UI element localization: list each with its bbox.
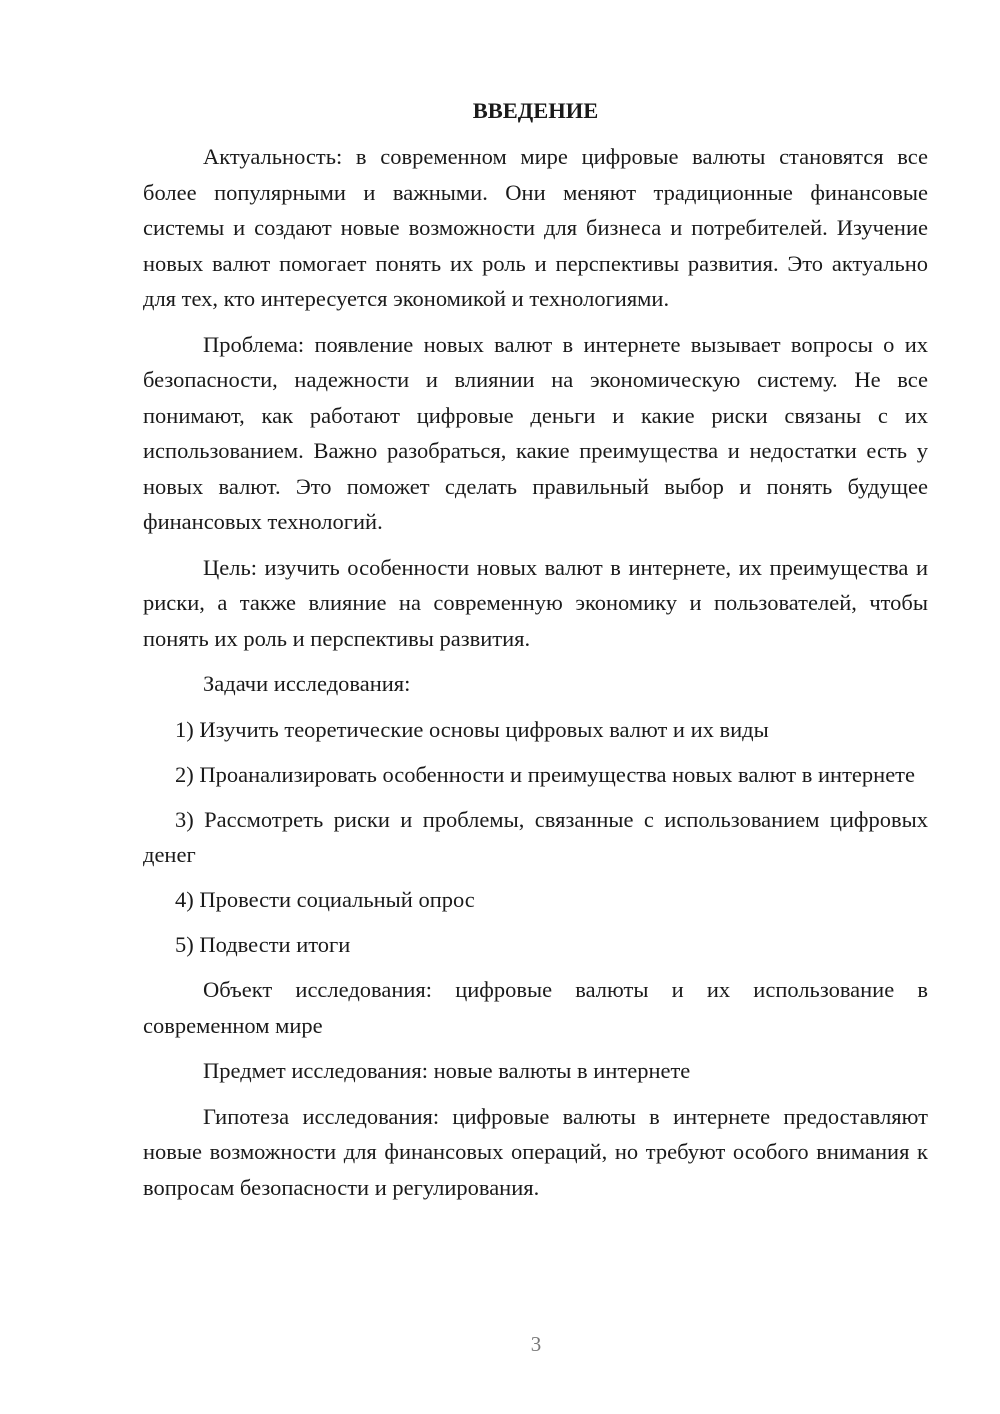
goal-paragraph: Цель: изучить особенности новых валют в интернете, их преимущества и риски, а также влияние на современную экономику и пользователей, чтобы понять их роль и перспективы развития. [143,554,928,651]
task-item-5: 5) Подвести итоги [175,932,351,957]
object-paragraph: Объект исследования: цифровые валюты и их использование в современном мире [143,977,928,1038]
hypothesis-paragraph: Гипотеза исследования: цифровые валюты в интернете предоставляют новые возможности для финансовых операций, но требуют особого внимания к вопросам безопасности и регулирования. [143,1103,928,1200]
task-item-4: 4) Провести социальный опрос [175,887,475,912]
task-item-3: 3) Рассмотреть риски и проблемы, связанные с использованием цифровых денег [143,806,928,867]
problem-paragraph: Проблема: появление новых валют в интернете вызывает вопросы о их безопасности, надежности и влиянии на экономическую систему. Не все понимают, как работают цифровые деньги и какие риски связаны с их использованием. Важно разобраться, какие преимущества и недостатки есть у новых валют. Это поможет сделать правильный выбор и понять будущее финансовых технологий. [143,331,928,534]
task-item-2: 2) Проанализировать особенности и преимущества новых валют в интернете [175,761,916,787]
tasks-title: Задачи исследования: [203,671,411,696]
relevance-paragraph: Актуальность: в современном мире цифровые валюты становятся все более популярными и важными. Они меняют традиционные финансовые системы и создают новые возможности для бизнеса и потребителей. Изучение новых валют помогает понять их роль и перспективы развития. Это актуально для тех, кто интересуется экономикой и технологиями. [143,144,928,311]
section-heading: ВВЕДЕНИЕ [472,98,599,123]
document-page [143,95,928,1215]
task-item-1: 1) Изучить теоретические основы цифровых валют и их виды [175,716,769,742]
subject-paragraph: Предмет исследования: новые валюты в интернете [203,1058,691,1083]
page-number: 3 [530,1332,542,1356]
